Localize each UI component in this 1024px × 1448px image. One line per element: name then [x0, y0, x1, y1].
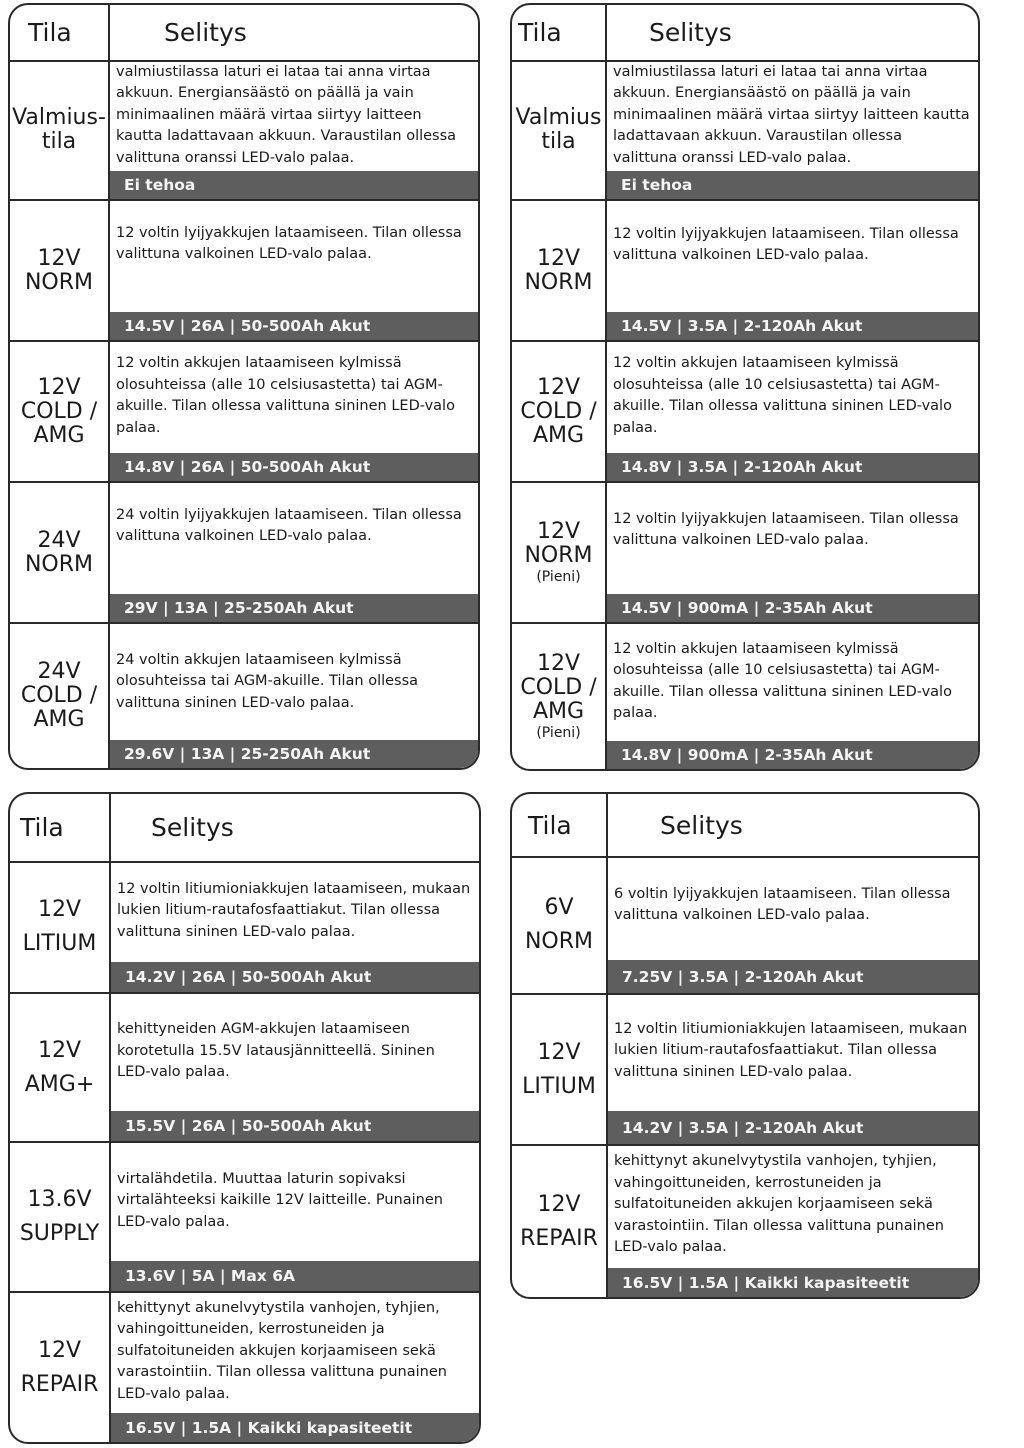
mode-label: 24V NORM [24, 527, 94, 577]
spec-bar: 16.5V | 1.5A | Kaikki kapasiteetit [111, 1413, 479, 1442]
table-header [10, 5, 478, 62]
table-row [512, 624, 978, 769]
mode-label: 12V COLD / AMG (Pieni) [520, 650, 597, 741]
mode-description: kehittynyt akunelvytystila vanhojen, tyhjien, vahingoittuneiden, kerrostuneiden ja sulfatoituneiden akkujen korjaamiseen sekä varastointiin. Tilan ollessa valittuna punainen LED-valo palaa. [614, 1153, 944, 1256]
table-row [10, 994, 479, 1143]
table-header [10, 794, 479, 863]
mode-description: kehittyneiden AGM-akkujen lataamiseen korotetulla 15.5V latausjännitteellä. Sininen LED-valo palaa. [117, 1021, 435, 1081]
table-row [10, 60, 478, 201]
mode-table-bottom-left [8, 792, 481, 1444]
header-description: Selitys [649, 18, 732, 47]
mode-table-top-right [510, 3, 980, 771]
header-mode: Tila [28, 18, 72, 47]
mode-label: 12V COLD / AMG [20, 374, 98, 448]
spec-bar: 15.5V | 26A | 50-500Ah Akut [111, 1111, 479, 1141]
mode-label: 12V REPAIR [20, 1337, 99, 1397]
mode-description: 24 voltin akkujen lataamiseen kylmissä olosuhteissa tai AGM-akuille. Tilan ollessa valittuna sininen LED-valo palaa. [116, 651, 419, 711]
table-row [10, 1293, 479, 1442]
mode-description: 6 voltin lyijyakkujen lataamiseen. Tilan ollessa valittuna valkoinen LED-valo palaa. [614, 885, 951, 923]
header-description: Selitys [660, 810, 743, 840]
table-row [10, 624, 478, 768]
table-row [10, 201, 478, 342]
table-row [512, 60, 978, 201]
spec-bar: 14.5V | 3.5A | 2-120Ah Akut [607, 312, 978, 340]
mode-description: 12 voltin lyijyakkujen lataamiseen. Tilan ollessa valittuna valkoinen LED-valo palaa. [613, 225, 959, 263]
spec-bar: 14.5V | 900mA | 2-35Ah Akut [607, 594, 978, 622]
spec-bar: Ei tehoa [607, 171, 978, 199]
header-description: Selitys [164, 18, 247, 47]
table-row [10, 483, 478, 624]
table-row [512, 201, 978, 342]
table-row [512, 483, 978, 624]
spec-bar: 13.6V | 5A | Max 6A [111, 1261, 479, 1291]
mode-label: 12V REPAIR [520, 1191, 598, 1251]
mode-description: 12 voltin litiumioniakkujen lataamiseen, mukaan lukien litium-rautafosfaattiakut. Tilan ollessa valittuna sininen LED-valo palaa. [117, 880, 471, 940]
spec-bar: 29.6V | 13A | 25-250Ah Akut [110, 740, 478, 768]
mode-label: 12V LITIUM [522, 1039, 596, 1099]
mode-description: 12 voltin akkujen lataamiseen kylmissä olosuhteissa (alle 10 celsiusastetta) tai AGM-akuille. Tilan ollessa valittuna sininen LED-valo palaa. [116, 355, 455, 436]
mode-label: 12V NORM [24, 245, 94, 295]
spec-bar: 29V | 13A | 25-250Ah Akut [110, 594, 478, 622]
mode-description: 12 voltin litiumioniakkujen lataamiseen, mukaan lukien litium-rautafosfaattiakut. Tilan ollessa valittuna sininen LED-valo palaa. [614, 1020, 968, 1080]
spec-bar: 16.5V | 1.5A | Kaikki kapasiteetit [608, 1268, 978, 1297]
spec-bar: 14.2V | 26A | 50-500Ah Akut [111, 962, 479, 992]
mode-description: 24 voltin lyijyakkujen lataamiseen. Tilan ollessa valittuna valkoinen LED-valo palaa. [116, 506, 462, 544]
mode-table-top-left [8, 3, 480, 770]
table-row [10, 1143, 479, 1293]
mode-label: Valmius- tila [12, 104, 106, 154]
table-row [512, 856, 978, 995]
spec-bar: 14.8V | 26A | 50-500Ah Akut [110, 453, 478, 481]
mode-description: kehittynyt akunelvytystila vanhojen, tyhjien, vahingoittuneiden, kerrostuneiden ja sulfatoituneiden akkujen korjaamiseen sekä varastointiin. Tilan ollessa valittuna punainen LED-valo palaa. [117, 1299, 447, 1402]
table-row [10, 342, 478, 483]
mode-description: 12 voltin lyijyakkujen lataamiseen. Tilan ollessa valittuna valkoinen LED-valo palaa. [116, 224, 462, 262]
table-row [512, 995, 978, 1146]
table-header [512, 5, 978, 62]
mode-label: 13.6V SUPPLY [19, 1187, 100, 1246]
table-row [512, 1146, 978, 1297]
table-header [512, 794, 978, 858]
spec-bar: 14.5V | 26A | 50-500Ah Akut [110, 312, 478, 340]
mode-label: 24V COLD / AMG [20, 659, 98, 732]
mode-label: 12V COLD / AMG [520, 374, 597, 448]
mode-label: Valmius tila [515, 104, 602, 154]
mode-label: 12V NORM [524, 245, 593, 295]
table-row [512, 342, 978, 483]
spec-bar: 14.2V | 3.5A | 2-120Ah Akut [608, 1111, 978, 1144]
header-mode: Tila [528, 810, 572, 840]
mode-label: 6V NORM [524, 894, 594, 954]
header-description: Selitys [151, 813, 234, 842]
mode-label: 12V AMG+ [24, 1037, 95, 1097]
mode-description: virtalähdetila. Muuttaa laturin sopivaksi virtalähteeksi kaikille 12V laitteille. Punainen LED-valo palaa. [117, 1170, 443, 1230]
mode-description: valmiustilassa laturi ei lataa tai anna virtaa akkuun. Energiansäästö on päällä ja vain minimaalinen määrä virtaa siirtyy laitteen kautta ladattavaan akkuun. Varaustilan ollessa valittuna oranssi LED-valo palaa. [116, 63, 457, 166]
spec-bar: 14.8V | 3.5A | 2-120Ah Akut [607, 453, 978, 481]
mode-description: 12 voltin akkujen lataamiseen kylmissä olosuhteissa (alle 10 celsiusastetta) tai AGM-akuille. Tilan ollessa valittuna sininen LED-valo palaa. [613, 640, 952, 721]
mode-description: 12 voltin akkujen lataamiseen kylmissä olosuhteissa (alle 10 celsiusastetta) tai AGM-akuille. Tilan ollessa valittuna sininen LED-valo palaa. [613, 355, 952, 436]
spec-bar: Ei tehoa [110, 171, 478, 199]
mode-label: 12V LITIUM [22, 896, 97, 956]
table-row [10, 861, 479, 994]
mode-label: 12V NORM (Pieni) [524, 518, 593, 585]
mode-table-bottom-right [510, 792, 980, 1299]
header-mode: Tila [518, 18, 562, 47]
header-mode: Tila [20, 813, 64, 842]
spec-bar: 7.25V | 3.5A | 2-120Ah Akut [608, 960, 978, 993]
mode-description: valmiustilassa laturi ei lataa tai anna virtaa akkuun. Energiansäästö on päällä ja vain minimaalinen määrä virtaa siirtyy laitteen kautta ladattavaan akkuun. Varaustilan ollessa valittuna oranssi LED-valo palaa. [613, 63, 970, 166]
mode-description: 12 voltin lyijyakkujen lataamiseen. Tilan ollessa valittuna valkoinen LED-valo palaa. [613, 510, 959, 548]
spec-bar: 14.8V | 900mA | 2-35Ah Akut [607, 741, 978, 769]
